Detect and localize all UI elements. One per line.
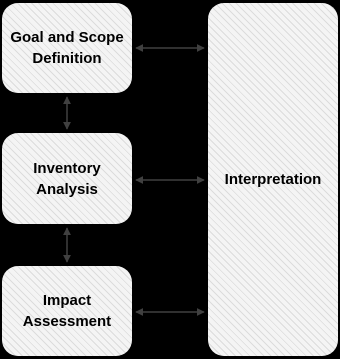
inventory-analysis-label: Inventory Analysis <box>33 159 101 198</box>
impact-assessment-label: Impact Assessment <box>22 292 112 330</box>
goal-and-scope-label: Goal and Scope Definition <box>10 29 124 67</box>
interpretation-label: Interpretation <box>224 171 322 188</box>
